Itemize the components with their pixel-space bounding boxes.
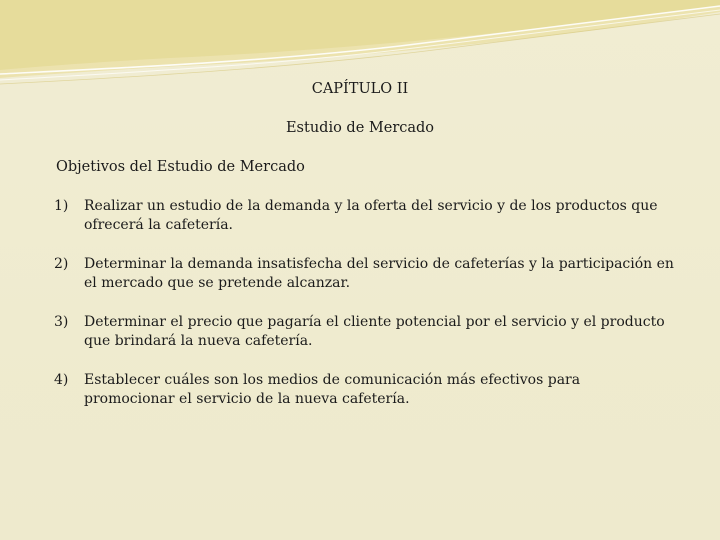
list-text: Establecer cuáles son los medios de comunicación más efectivos para promocionar el servicio de la nueva cafetería. [84, 372, 581, 407]
list-item [54, 255, 674, 293]
objectives-heading: Objetivos del Estudio de Mercado [56, 159, 305, 175]
list-number: 4) [54, 372, 69, 388]
list-item [54, 197, 674, 235]
list-text: Realizar un estudio de la demanda y la oferta del servicio y de los productos que ofrecerá la cafetería. [84, 198, 658, 233]
list-number: 3) [54, 314, 69, 330]
list-item [54, 371, 674, 409]
chapter-title: CAPÍTULO II [311, 81, 409, 97]
list-number: 1) [54, 198, 69, 214]
list-item [54, 313, 674, 351]
slide-subtitle: Estudio de Mercado [285, 120, 435, 136]
list-number: 2) [54, 256, 69, 272]
list-text: Determinar la demanda insatisfecha del servicio de cafeterías y la participación en el mercado que se pretende alcanzar. [84, 256, 674, 291]
list-text: Determinar el precio que pagaría el cliente potencial por el servicio y el producto que brindará la nueva cafetería. [84, 314, 665, 349]
objectives-list [54, 197, 674, 429]
